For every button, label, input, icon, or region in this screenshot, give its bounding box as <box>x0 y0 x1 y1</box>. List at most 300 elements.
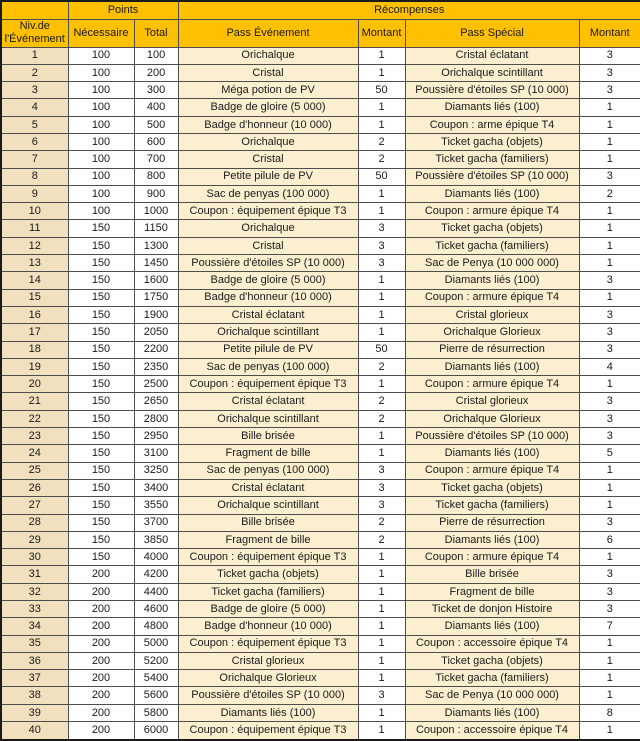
table-row <box>1 289 640 306</box>
montant-evenement-cell: 3 <box>358 479 405 496</box>
level-cell: 37 <box>1 670 68 687</box>
pass-special-cell: Diamants liés (100) <box>405 704 579 721</box>
level-cell: 22 <box>1 410 68 427</box>
pass-special-cell: Diamants liés (100) <box>405 618 579 635</box>
corner-cell <box>1 1 68 19</box>
level-cell: 24 <box>1 445 68 462</box>
table-row <box>1 583 640 600</box>
necessaire-cell: 200 <box>68 601 134 618</box>
total-column-header: Total <box>134 19 178 47</box>
table-row <box>1 618 640 635</box>
total-cell: 2800 <box>134 410 178 427</box>
level-cell: 4 <box>1 99 68 116</box>
necessaire-cell: 150 <box>68 324 134 341</box>
rewards-group-header: Récompenses <box>178 1 640 19</box>
pass-evenement-cell: Badge d'honneur (10 000) <box>178 116 358 133</box>
level-cell: 11 <box>1 220 68 237</box>
montant-evenement-cell: 2 <box>358 410 405 427</box>
total-cell: 1450 <box>134 255 178 272</box>
montant-special-cell: 3 <box>579 306 640 323</box>
level-column-header: Niv.de l'Événement <box>1 19 68 47</box>
montant-special-cell: 1 <box>579 133 640 150</box>
montant-special-cell: 3 <box>579 601 640 618</box>
pass-special-cell: Coupon : armure épique T4 <box>405 289 579 306</box>
level-cell: 6 <box>1 133 68 150</box>
montant-evenement-cell: 2 <box>358 531 405 548</box>
pass-evenement-cell: Ticket gacha (familiers) <box>178 583 358 600</box>
montant-evenement-cell: 1 <box>358 116 405 133</box>
montant-special-cell: 1 <box>579 255 640 272</box>
level-cell: 2 <box>1 64 68 81</box>
pass-evenement-cell: Sac de penyas (100 000) <box>178 462 358 479</box>
total-cell: 2500 <box>134 376 178 393</box>
montant-evenement-cell: 1 <box>358 64 405 81</box>
montant-evenement-cell: 50 <box>358 168 405 185</box>
montant-special-cell: 3 <box>579 410 640 427</box>
total-cell: 200 <box>134 64 178 81</box>
pass-special-cell: Coupon : armure épique T4 <box>405 462 579 479</box>
montant-special-cell: 1 <box>579 376 640 393</box>
montant-evenement-cell: 1 <box>358 652 405 669</box>
table-row <box>1 64 640 81</box>
montant-special-cell: 3 <box>579 64 640 81</box>
pass-evenement-cell: Orichalque <box>178 47 358 64</box>
table-row <box>1 358 640 375</box>
total-cell: 3100 <box>134 445 178 462</box>
pass-evenement-cell: Orichalque <box>178 133 358 150</box>
necessaire-cell: 150 <box>68 255 134 272</box>
pass-evenement-cell: Coupon : équipement épique T3 <box>178 203 358 220</box>
pass-evenement-cell: Cristal <box>178 64 358 81</box>
necessaire-cell: 100 <box>68 151 134 168</box>
montant-evenement-cell: 1 <box>358 601 405 618</box>
montant-evenement-cell: 3 <box>358 255 405 272</box>
level-cell: 23 <box>1 428 68 445</box>
necessaire-cell: 100 <box>68 133 134 150</box>
montant-evenement-cell: 3 <box>358 220 405 237</box>
level-cell: 39 <box>1 704 68 721</box>
pass-special-cell: Pierre de résurrection <box>405 514 579 531</box>
table-row <box>1 151 640 168</box>
total-cell: 1600 <box>134 272 178 289</box>
total-cell: 5600 <box>134 687 178 704</box>
total-cell: 400 <box>134 99 178 116</box>
pass-evenement-cell: Cristal glorieux <box>178 652 358 669</box>
montant-evenement-cell: 50 <box>358 82 405 99</box>
total-cell: 4200 <box>134 566 178 583</box>
pass-evenement-cell: Cristal <box>178 237 358 254</box>
total-cell: 3550 <box>134 497 178 514</box>
total-cell: 100 <box>134 47 178 64</box>
table-row <box>1 203 640 220</box>
pass-evenement-cell: Cristal éclatant <box>178 479 358 496</box>
total-cell: 300 <box>134 82 178 99</box>
total-cell: 6000 <box>134 722 178 740</box>
level-cell: 30 <box>1 549 68 566</box>
montant-evenement-cell: 1 <box>358 99 405 116</box>
level-cell: 7 <box>1 151 68 168</box>
level-cell: 12 <box>1 237 68 254</box>
table-row <box>1 393 640 410</box>
total-cell: 900 <box>134 185 178 202</box>
montant-evenement-cell: 1 <box>358 289 405 306</box>
necessaire-cell: 150 <box>68 514 134 531</box>
table-row <box>1 116 640 133</box>
level-cell: 15 <box>1 289 68 306</box>
montant-evenement-cell: 3 <box>358 462 405 479</box>
montant-evenement-cell: 1 <box>358 376 405 393</box>
montant-evenement-cell: 2 <box>358 358 405 375</box>
pass-special-cell: Ticket gacha (objets) <box>405 133 579 150</box>
necessaire-cell: 150 <box>68 272 134 289</box>
necessaire-cell: 150 <box>68 393 134 410</box>
necessaire-cell: 150 <box>68 445 134 462</box>
montant-evenement-cell: 1 <box>358 428 405 445</box>
table-row <box>1 670 640 687</box>
montant-special-cell: 1 <box>579 497 640 514</box>
pass-special-cell: Orichalque Glorieux <box>405 410 579 427</box>
montant-special-cell: 1 <box>579 549 640 566</box>
table-row <box>1 133 640 150</box>
pass-special-cell: Coupon : armure épique T4 <box>405 549 579 566</box>
montant-evenement-cell: 1 <box>358 722 405 740</box>
pass-evenement-cell: Fragment de bille <box>178 531 358 548</box>
montant-special-cell: 3 <box>579 324 640 341</box>
montant-special-cell: 1 <box>579 652 640 669</box>
necessaire-cell: 100 <box>68 203 134 220</box>
level-cell: 36 <box>1 652 68 669</box>
montant-evenement-cell: 1 <box>358 583 405 600</box>
table-row <box>1 47 640 64</box>
montant-special-cell: 3 <box>579 341 640 358</box>
table-row <box>1 704 640 721</box>
level-cell: 40 <box>1 722 68 740</box>
necessaire-cell: 100 <box>68 185 134 202</box>
level-cell: 1 <box>1 47 68 64</box>
montant-special-cell: 1 <box>579 462 640 479</box>
necessaire-cell: 150 <box>68 306 134 323</box>
pass-special-cell: Bille brisée <box>405 566 579 583</box>
total-cell: 1150 <box>134 220 178 237</box>
table-row <box>1 410 640 427</box>
necessaire-cell: 200 <box>68 618 134 635</box>
table-row <box>1 237 640 254</box>
montant-evenement-cell: 1 <box>358 549 405 566</box>
table-row <box>1 272 640 289</box>
level-cell: 35 <box>1 635 68 652</box>
montant-evenement-column-header: Montant <box>358 19 405 47</box>
pass-special-cell: Coupon : accessoire épique T4 <box>405 722 579 740</box>
total-cell: 4000 <box>134 549 178 566</box>
montant-special-cell: 1 <box>579 237 640 254</box>
table-row <box>1 82 640 99</box>
pass-special-cell: Poussière d'étoiles SP (10 000) <box>405 168 579 185</box>
pass-special-cell: Diamants liés (100) <box>405 272 579 289</box>
level-cell: 10 <box>1 203 68 220</box>
montant-special-cell: 1 <box>579 289 640 306</box>
level-cell: 25 <box>1 462 68 479</box>
total-cell: 600 <box>134 133 178 150</box>
pass-special-cell: Coupon : armure épique T4 <box>405 203 579 220</box>
necessaire-cell: 150 <box>68 410 134 427</box>
pass-special-cell: Ticket gacha (objets) <box>405 652 579 669</box>
montant-evenement-cell: 1 <box>358 670 405 687</box>
necessaire-cell: 200 <box>68 670 134 687</box>
pass-evenement-cell: Poussière d'étoiles SP (10 000) <box>178 255 358 272</box>
total-cell: 2950 <box>134 428 178 445</box>
montant-special-cell: 1 <box>579 151 640 168</box>
total-cell: 500 <box>134 116 178 133</box>
pass-special-cell: Diamants liés (100) <box>405 445 579 462</box>
table-row <box>1 341 640 358</box>
montant-special-cell: 8 <box>579 704 640 721</box>
pass-evenement-cell: Badge de gloire (5 000) <box>178 601 358 618</box>
level-cell: 33 <box>1 601 68 618</box>
table-row <box>1 324 640 341</box>
pass-evenement-cell: Sac de penyas (100 000) <box>178 358 358 375</box>
table-row <box>1 220 640 237</box>
total-cell: 2350 <box>134 358 178 375</box>
header-group-row <box>1 1 640 19</box>
montant-special-cell: 1 <box>579 116 640 133</box>
header-columns-row <box>1 19 640 47</box>
table-row <box>1 497 640 514</box>
table-row <box>1 306 640 323</box>
total-cell: 5800 <box>134 704 178 721</box>
montant-special-cell: 6 <box>579 531 640 548</box>
montant-special-cell: 3 <box>579 47 640 64</box>
total-cell: 4400 <box>134 583 178 600</box>
pass-evenement-cell: Cristal éclatant <box>178 306 358 323</box>
total-cell: 3700 <box>134 514 178 531</box>
pass-evenement-cell: Coupon : équipement épique T3 <box>178 376 358 393</box>
table-row <box>1 549 640 566</box>
necessaire-cell: 150 <box>68 479 134 496</box>
pass-evenement-cell: Bille brisée <box>178 514 358 531</box>
level-cell: 3 <box>1 82 68 99</box>
total-cell: 1750 <box>134 289 178 306</box>
montant-evenement-cell: 3 <box>358 687 405 704</box>
pass-evenement-cell: Fragment de bille <box>178 445 358 462</box>
montant-evenement-cell: 1 <box>358 185 405 202</box>
montant-evenement-cell: 2 <box>358 151 405 168</box>
level-cell: 29 <box>1 531 68 548</box>
necessaire-cell: 100 <box>68 64 134 81</box>
pass-special-cell: Orichalque Glorieux <box>405 324 579 341</box>
table-row <box>1 722 640 740</box>
montant-special-cell: 1 <box>579 670 640 687</box>
pass-special-cell: Fragment de bille <box>405 583 579 600</box>
montant-special-cell: 2 <box>579 185 640 202</box>
total-cell: 3850 <box>134 531 178 548</box>
montant-special-cell: 3 <box>579 82 640 99</box>
pass-evenement-cell: Bille brisée <box>178 428 358 445</box>
level-cell: 26 <box>1 479 68 496</box>
total-cell: 5400 <box>134 670 178 687</box>
total-cell: 1000 <box>134 203 178 220</box>
montant-evenement-cell: 2 <box>358 393 405 410</box>
level-cell: 19 <box>1 358 68 375</box>
montant-special-cell: 1 <box>579 635 640 652</box>
total-cell: 5200 <box>134 652 178 669</box>
pass-special-cell: Coupon : armure épique T4 <box>405 376 579 393</box>
table-row <box>1 479 640 496</box>
pass-special-cell: Orichalque scintillant <box>405 64 579 81</box>
necessaire-column-header: Nécessaire <box>68 19 134 47</box>
montant-evenement-cell: 1 <box>358 704 405 721</box>
level-cell: 32 <box>1 583 68 600</box>
pass-evenement-cell: Petite pilule de PV <box>178 168 358 185</box>
total-cell: 5000 <box>134 635 178 652</box>
pass-special-cell: Diamants liés (100) <box>405 358 579 375</box>
total-cell: 800 <box>134 168 178 185</box>
pass-evenement-cell: Orichalque scintillant <box>178 324 358 341</box>
pass-evenement-cell: Badge d'honneur (10 000) <box>178 618 358 635</box>
montant-evenement-cell: 3 <box>358 497 405 514</box>
montant-evenement-cell: 1 <box>358 272 405 289</box>
montant-special-cell: 3 <box>579 272 640 289</box>
montant-special-cell: 3 <box>579 428 640 445</box>
level-cell: 34 <box>1 618 68 635</box>
montant-special-cell: 3 <box>579 583 640 600</box>
table-row <box>1 445 640 462</box>
pass-special-cell: Ticket gacha (familiers) <box>405 670 579 687</box>
level-cell: 28 <box>1 514 68 531</box>
table-row <box>1 652 640 669</box>
pass-evenement-cell: Coupon : équipement épique T3 <box>178 635 358 652</box>
level-cell: 5 <box>1 116 68 133</box>
necessaire-cell: 150 <box>68 289 134 306</box>
necessaire-cell: 200 <box>68 566 134 583</box>
necessaire-cell: 150 <box>68 462 134 479</box>
pass-evenement-cell: Cristal <box>178 151 358 168</box>
necessaire-cell: 150 <box>68 497 134 514</box>
pass-evenement-cell: Orichalque Glorieux <box>178 670 358 687</box>
table-row <box>1 566 640 583</box>
table-row <box>1 601 640 618</box>
montant-special-cell: 1 <box>579 99 640 116</box>
pass-special-cell: Ticket de donjon Histoire <box>405 601 579 618</box>
pass-evenement-cell: Badge d'honneur (10 000) <box>178 289 358 306</box>
montant-special-cell: 3 <box>579 514 640 531</box>
montant-evenement-cell: 2 <box>358 133 405 150</box>
pass-evenement-cell: Méga potion de PV <box>178 82 358 99</box>
montant-evenement-cell: 3 <box>358 237 405 254</box>
pass-special-cell: Diamants liés (100) <box>405 531 579 548</box>
montant-evenement-cell: 1 <box>358 566 405 583</box>
montant-special-cell: 1 <box>579 203 640 220</box>
total-cell: 2650 <box>134 393 178 410</box>
pass-evenement-cell: Ticket gacha (objets) <box>178 566 358 583</box>
pass-evenement-cell: Badge de gloire (5 000) <box>178 272 358 289</box>
pass-evenement-cell: Orichalque scintillant <box>178 410 358 427</box>
table-row <box>1 687 640 704</box>
pass-evenement-cell: Orichalque scintillant <box>178 497 358 514</box>
total-cell: 1300 <box>134 237 178 254</box>
table-row <box>1 428 640 445</box>
total-cell: 700 <box>134 151 178 168</box>
table-row <box>1 462 640 479</box>
table-row <box>1 531 640 548</box>
level-cell: 17 <box>1 324 68 341</box>
level-cell: 9 <box>1 185 68 202</box>
pass-special-cell: Cristal éclatant <box>405 47 579 64</box>
pass-evenement-cell: Petite pilule de PV <box>178 341 358 358</box>
level-cell: 8 <box>1 168 68 185</box>
level-cell: 16 <box>1 306 68 323</box>
montant-special-cell: 1 <box>579 722 640 740</box>
necessaire-cell: 100 <box>68 168 134 185</box>
total-cell: 3250 <box>134 462 178 479</box>
montant-special-cell: 3 <box>579 168 640 185</box>
pass-evenement-cell: Badge de gloire (5 000) <box>178 99 358 116</box>
necessaire-cell: 150 <box>68 220 134 237</box>
total-cell: 4600 <box>134 601 178 618</box>
level-cell: 21 <box>1 393 68 410</box>
necessaire-cell: 200 <box>68 583 134 600</box>
table-row <box>1 376 640 393</box>
total-cell: 2200 <box>134 341 178 358</box>
pass-special-cell: Sac de Penya (10 000 000) <box>405 687 579 704</box>
necessaire-cell: 100 <box>68 99 134 116</box>
pass-special-cell: Pierre de résurrection <box>405 341 579 358</box>
total-cell: 2050 <box>134 324 178 341</box>
pass-evenement-cell: Coupon : équipement épique T3 <box>178 722 358 740</box>
table-row <box>1 99 640 116</box>
pass-special-cell: Ticket gacha (familiers) <box>405 151 579 168</box>
necessaire-cell: 150 <box>68 358 134 375</box>
pass-special-cell: Poussière d'étoiles SP (10 000) <box>405 82 579 99</box>
total-cell: 4800 <box>134 618 178 635</box>
montant-special-cell: 4 <box>579 358 640 375</box>
necessaire-cell: 200 <box>68 652 134 669</box>
level-cell: 38 <box>1 687 68 704</box>
necessaire-cell: 100 <box>68 116 134 133</box>
montant-special-cell: 1 <box>579 220 640 237</box>
level-cell: 20 <box>1 376 68 393</box>
necessaire-cell: 150 <box>68 376 134 393</box>
pass-special-cell: Diamants liés (100) <box>405 185 579 202</box>
pass-special-cell: Cristal glorieux <box>405 393 579 410</box>
pass-special-column-header: Pass Spécial <box>405 19 579 47</box>
montant-special-cell: 1 <box>579 687 640 704</box>
pass-evenement-cell: Diamants liés (100) <box>178 704 358 721</box>
montant-special-cell: 5 <box>579 445 640 462</box>
necessaire-cell: 150 <box>68 428 134 445</box>
level-cell: 14 <box>1 272 68 289</box>
level-cell: 31 <box>1 566 68 583</box>
montant-evenement-cell: 1 <box>358 324 405 341</box>
necessaire-cell: 200 <box>68 704 134 721</box>
montant-special-cell: 7 <box>579 618 640 635</box>
montant-evenement-cell: 1 <box>358 203 405 220</box>
montant-evenement-cell: 2 <box>358 514 405 531</box>
pass-special-cell: Ticket gacha (objets) <box>405 479 579 496</box>
necessaire-cell: 100 <box>68 82 134 99</box>
table-body <box>1 47 640 740</box>
montant-special-cell: 3 <box>579 566 640 583</box>
montant-special-cell: 3 <box>579 393 640 410</box>
table-row <box>1 185 640 202</box>
pass-special-cell: Ticket gacha (familiers) <box>405 237 579 254</box>
pass-special-cell: Ticket gacha (objets) <box>405 220 579 237</box>
pass-evenement-cell: Sac de penyas (100 000) <box>178 185 358 202</box>
montant-evenement-cell: 1 <box>358 47 405 64</box>
pass-evenement-column-header: Pass Événement <box>178 19 358 47</box>
pass-evenement-cell: Cristal éclatant <box>178 393 358 410</box>
total-cell: 3400 <box>134 479 178 496</box>
table-row <box>1 255 640 272</box>
